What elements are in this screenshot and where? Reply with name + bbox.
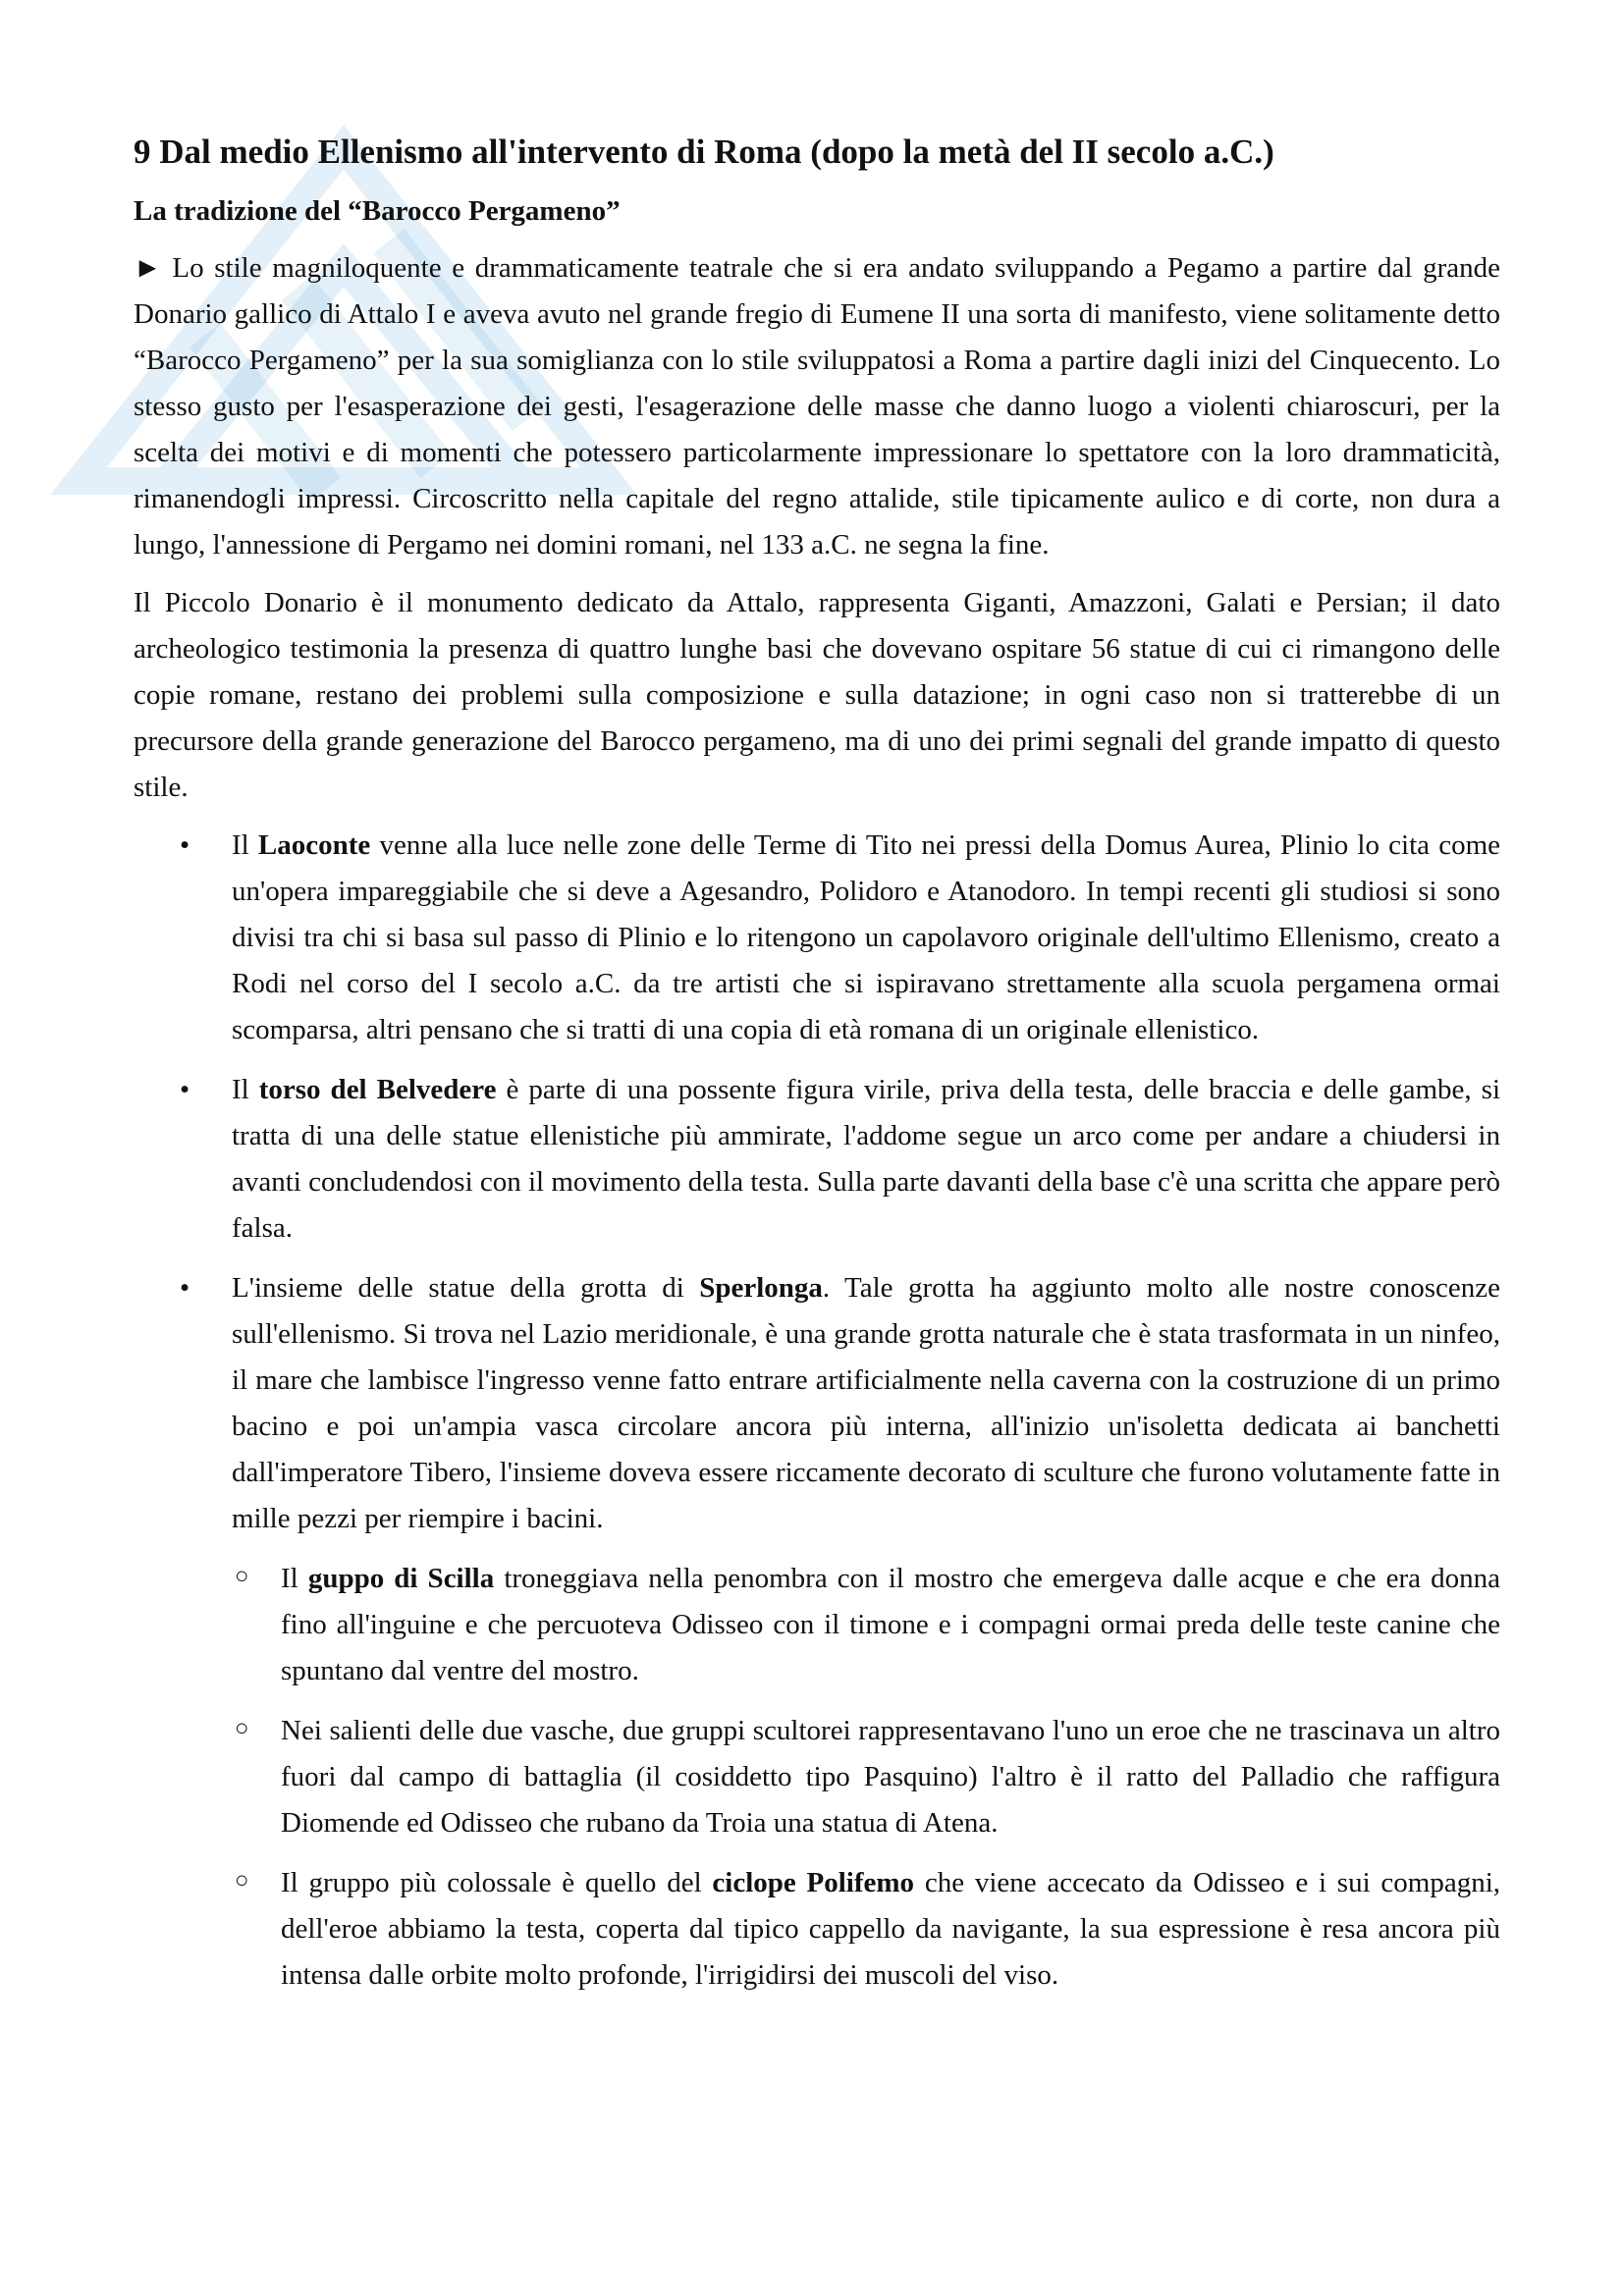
sub-bullet-list xyxy=(134,1556,1500,1999)
term-polifemo: ciclope Polifemo xyxy=(712,1867,915,1898)
page-title: 9 Dal medio Ellenismo all'intervento di Roma (dopo la metà del II secolo a.C.) xyxy=(134,133,1274,171)
list-item-laocoonte: • Il Laoconte venne alla luce nelle zone delle Terme di Tito nei pressi della Domus Aurea, Plinio lo cita come un'opera impareggiabile che si deve a Agesandro, Polidoro e Atanodoro. In tempi recenti gli studiosi si sono divisi tra chi si basa sul passo di Plinio e lo ritengono un capolavoro originale dell'ultimo Ellenismo, creato a Rodi nel corso del I secolo a.C. da tre artisti che si ispiravano strettamente alla scuola pergamena ormai scomparsa, altri pensano che si tratti di una copia di età romana di un originale ellenistico. xyxy=(134,823,1500,1053)
paragraph-piccolo-donario: Il Piccolo Donario è il monumento dedicato da Attalo, rappresenta Giganti, Amazzoni, Galati e Persian; il dato archeologico testimonia la presenza di quattro lunghe basi che dovevano ospitare 56 statue di cui ci rimangono delle copie romane, restano dei problemi sulla composizione e sulla datazione; in ogni caso non si tratterebbe di un precursore della grande generazione del Barocco pergameno, ma di uno dei primi segnali del grande impatto di questo stile. xyxy=(134,587,1500,803)
circle-bullet-icon: ○ xyxy=(235,1716,249,1741)
circle-bullet-icon: ○ xyxy=(235,1564,249,1589)
arrow-marker-icon: ► xyxy=(134,252,162,284)
sub-list-item-salienti: ○ Nei salienti delle due vasche, due gruppi scultorei rappresentavano l'uno un eroe che ne trascinava un altro fuori dal campo di battaglia (il cosiddetto tipo Pasquino) l'altro è il ratto del Palladio che raffigura Diomende ed Odisseo che rubano da Troia una statua di Atena. xyxy=(134,1708,1500,1846)
term-scilla: guppo di Scilla xyxy=(307,1563,495,1594)
section-subtitle: La tradizione del “Barocco Pergameno” xyxy=(134,195,621,227)
sub-list-item-polifemo: ○ Il gruppo più colossale è quello del ciclope Polifemo che viene accecato da Odisseo e i sui compagni, dell'eroe abbiamo la testa, coperta dal tipico cappello da navigante, la sua espressione è resa ancora più intensa dalle orbite molto profonde, l'irrigidirsi dei muscoli del viso. xyxy=(134,1860,1500,1999)
list-item-sperlonga: • L'insieme delle statue della grotta di Sperlonga. Tale grotta ha aggiunto molto alle nostre conoscenze sull'ellenismo. Si trova nel Lazio meridionale, è una grande grotta naturale che è stata trasformata in un ninfeo, il mare che lambisce l'ingresso venne fatto entrare artificialmente nella caverna con la costruzione di un primo bacino e poi un'ampia vasca circolare ancora più interna, all'inizio un'isoletta dedicata ai banchetti dall'imperatore Tibero, l'insieme doveva essere riccamente decorato di sculture che furono volutamente fatte in mille pezzi per riempire i bacini. xyxy=(134,1265,1500,1542)
intro-paragraph xyxy=(134,245,1500,568)
term-laocoonte: Laoconte xyxy=(257,829,371,861)
term-torso-belvedere: torso del Belvedere xyxy=(258,1074,497,1105)
bullet-icon: • xyxy=(180,829,190,861)
sub-list-item-scilla: ○ Il guppo di Scilla troneggiava nella penombra con il mostro che emergeva dalle acque e che era donna fino all'inguine e che percuoteva Odisseo con il timone e i compagni ormai preda delle teste canine che spuntano dal ventre del mostro. xyxy=(134,1556,1500,1694)
term-sperlonga: Sperlonga xyxy=(699,1272,823,1304)
bullet-list xyxy=(134,823,1500,1542)
bullet-icon: • xyxy=(180,1272,190,1304)
circle-bullet-icon: ○ xyxy=(235,1868,249,1894)
intro-text: Lo stile magniloquente e drammaticamente teatrale che si era andato sviluppando a Pegamo a partire dal grande Donario gallico di Attalo I e aveva avuto nel grande fregio di Eumene II una sorta di manifesto, viene solitamente detto “Barocco Pergameno” per la sua somiglianza con lo stile sviluppatosi a Roma a partire dagli inizi del Cinquecento. Lo stesso gusto per l'esasperazione dei gesti, l'esagerazione delle masse che danno luogo a violenti chiaroscuri, per la scelta dei motivi e di momenti che potessero particolarmente impressionare lo spettatore con la loro drammaticità, rimanendogli impressi. Circoscritto nella capitale del regno attalide, stile tipicamente aulico e di corte, non dura a lungo, l'annessione di Pergamo nei domini romani, nel 133 a.C. ne segna la fine. xyxy=(134,252,1500,561)
bullet-icon: • xyxy=(180,1074,190,1105)
list-item-torso: • Il torso del Belvedere è parte di una possente figura virile, priva della testa, delle braccia e delle gambe, si tratta di una delle statue ellenistiche più ammirate, l'addome segue un arco come per andare a chiudersi in avanti concludendosi con il movimento della testa. Sulla parte davanti della base c'è una scritta che appare però falsa. xyxy=(134,1067,1500,1252)
